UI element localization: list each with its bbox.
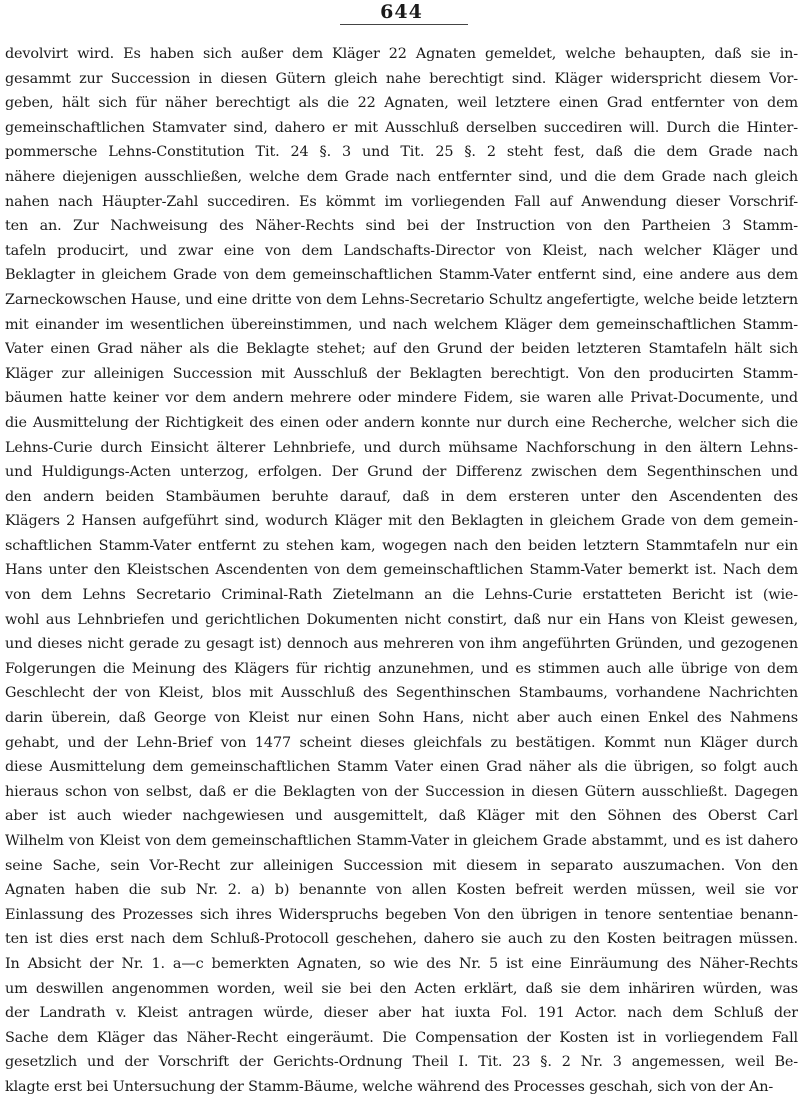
body-text xyxy=(5,42,798,1100)
text-line: den andern beiden Stambäumen beruhte darauf, daß in dem ersteren unter den Ascendenten des xyxy=(5,488,798,505)
text-line: Einlassung des Prozesses sich ihres Widerspruchs begeben Von den übrigen in tenore sententiae benann- xyxy=(5,906,798,923)
text-line: Folgerungen die Meinung des Klägers für richtig anzunehmen, und es stimmen auch alle übrige von dem xyxy=(5,660,798,677)
text-line: um deswillen angenommen worden, weil sie bei den Acten erklärt, daß sie dem inhäriren würden, was xyxy=(5,980,798,997)
text-line: wohl aus Lehnbriefen und gerichtlichen Dokumenten nicht constirt, daß nur ein Hans von Kleist gewesen, xyxy=(5,611,798,628)
text-line: gesetzlich und der Vorschrift der Gerichts-Ordnung Theil I. Tit. 23 §. 2 Nr. 3 angemessen, weil Be- xyxy=(5,1054,798,1071)
text-line: gemeinschaftlichen Stamvater sind, dahero er mit Ausschluß derselben succediren will. Durch die Hinter- xyxy=(5,119,798,136)
text-line: seine Sache, sein Vor-Recht zur alleinigen Succession mit diesem in separato auszumachen. Von den xyxy=(5,857,798,874)
text-line: pommersche Lehns-Constitution Tit. 24 §. 3 und Tit. 25 §. 2 steht fest, daß die dem Grade nach xyxy=(5,144,798,161)
text-line: Lehns-Curie durch Einsicht älterer Lehnbriefe, und durch mühsame Nachforschung in den ältern Lehns- xyxy=(5,439,798,456)
text-line: aber ist auch wieder nachgewiesen und ausgemittelt, daß Kläger mit den Söhnen des Oberst Carl xyxy=(5,808,798,825)
text-line: In Absicht der Nr. 1. a—c bemerkten Agnaten, so wie des Nr. 5 ist eine Einräumung des Näher-Rechts xyxy=(5,955,798,972)
text-line: diese Ausmittelung dem gemeinschaftlichen Stamm Vater einen Grad näher als die übrigen, so folgt auch xyxy=(5,759,798,776)
text-line: tafeln producirt, und zwar eine von dem Landschafts-Director von Kleist, nach welcher Kläger und xyxy=(5,242,798,259)
text-line: schaftlichen Stamm-Vater entfernt zu stehen kam, wogegen nach den beiden letztern Stammtafeln nur ein xyxy=(5,537,798,554)
page-number: 644 xyxy=(380,1,423,23)
text-line: geben, hält sich für näher berechtigt als die 22 Agnaten, weil letztere einen Grad entfernter von dem xyxy=(5,95,798,112)
text-line: Kläger zur alleinigen Succession mit Ausschluß der Beklagten berechtigt. Von den producirten Stamm- xyxy=(5,365,798,382)
text-line: hieraus schon von selbst, daß er die Beklagten von der Succession in diesen Gütern ausschließt. Dagegen xyxy=(5,783,798,800)
text-line: gesammt zur Succession in diesen Gütern gleich nahe berechtigt sind. Kläger widerspricht diesem Vor- xyxy=(5,70,798,87)
text-line: gehabt, und der Lehn-Brief von 1477 scheint dieses gleichfals zu bestätigen. Kommt nun Kläger durch xyxy=(5,734,798,751)
text-line: nahen nach Häupter-Zahl succediren. Es kömmt im vorliegenden Fall auf Anwendung dieser Vorschrif- xyxy=(5,193,798,210)
text-line: die Ausmittelung der Richtigkeit des einen oder andern konnte nur durch eine Recherche, welcher sich die xyxy=(5,414,798,431)
text-line: bäumen hatte keiner vor dem andern mehrere oder mindere Fidem, sie waren alle Privat-Documente, und xyxy=(5,390,798,407)
header-rule xyxy=(340,24,468,25)
text-line: der Landrath v. Kleist antragen würde, dieser aber hat iuxta Fol. 191 Actor. nach dem Schluß der xyxy=(5,1005,798,1022)
text-line: Beklagter in gleichem Grade von dem gemeinschaftlichen Stamm-Vater entfernt sind, eine andere aus dem xyxy=(5,267,798,284)
text-line: Klägers 2 Hansen aufgeführt sind, wodurch Kläger mit den Beklagten in gleichem Grade von dem gemein- xyxy=(5,513,798,530)
text-line: Agnaten haben die sub Nr. 2. a) b) benannte von allen Kosten befreit werden müssen, weil sie vor xyxy=(5,882,798,899)
text-line: ten ist dies erst nach dem Schluß-Protocoll geschehen, dahero sie auch zu den Kosten beitragen müssen. xyxy=(5,931,798,948)
text-line: von dem Lehns Secretario Criminal-Rath Zietelmann an die Lehns-Curie erstatteten Bericht ist (wie- xyxy=(5,587,798,604)
text-line: ten an. Zur Nachweisung des Näher-Rechts sind bei der Instruction von den Partheien 3 Stamm- xyxy=(5,218,798,235)
text-line: klagte erst bei Untersuchung der Stamm-Bäume, welche während des Processes geschah, sich von der An- xyxy=(5,1078,774,1095)
text-line: mit einander im wesentlichen übereinstimmen, und nach welchem Kläger dem gemeinschaftlichen Stamm- xyxy=(5,316,798,333)
text-line: devolvirt wird. Es haben sich außer dem Kläger 22 Agnaten gemeldet, welche behaupten, daß sie in- xyxy=(5,46,798,62)
text-line: und Huldigungs-Acten unterzog, erfolgen. Der Grund der Differenz zwischen dem Segenthinschen und xyxy=(5,464,798,481)
text-line: Zarneckowschen Hause, und eine dritte von dem Lehns-Secretario Schultz angefertigte, welche beide letztern xyxy=(5,291,798,308)
text-line: Vater einen Grad näher als die Beklagte stehet; auf den Grund der beiden letzteren Stamtafeln hält sich xyxy=(5,341,798,358)
text-line: Hans unter den Kleistschen Ascendenten von dem gemeinschaftlichen Stamm-Vater bemerkt ist. Nach dem xyxy=(5,562,798,579)
text-line: und dieses nicht gerade zu gesagt ist) dennoch aus mehreren von ihm angeführten Gründen, und gezogenen xyxy=(5,636,798,653)
text-line: Geschlecht der von Kleist, blos mit Ausschluß des Segenthinschen Stambaums, vorhandene Nachrichten xyxy=(5,685,798,702)
text-line: Wilhelm von Kleist von dem gemeinschaftlichen Stamm-Vater in gleichem Grade abstammt, und es ist dahero xyxy=(5,833,798,849)
text-line: nähere diejenigen ausschließen, welche dem Grade nach entfernter sind, und die dem Grade nach gleich xyxy=(5,168,798,185)
text-line: darin überein, daß George von Kleist nur einen Sohn Hans, nicht aber auch einen Enkel des Nahmens xyxy=(5,710,798,727)
text-line: Sache dem Kläger das Näher-Recht eingeräumt. Die Compensation der Kosten ist in vorliegendem Fall xyxy=(5,1029,798,1046)
